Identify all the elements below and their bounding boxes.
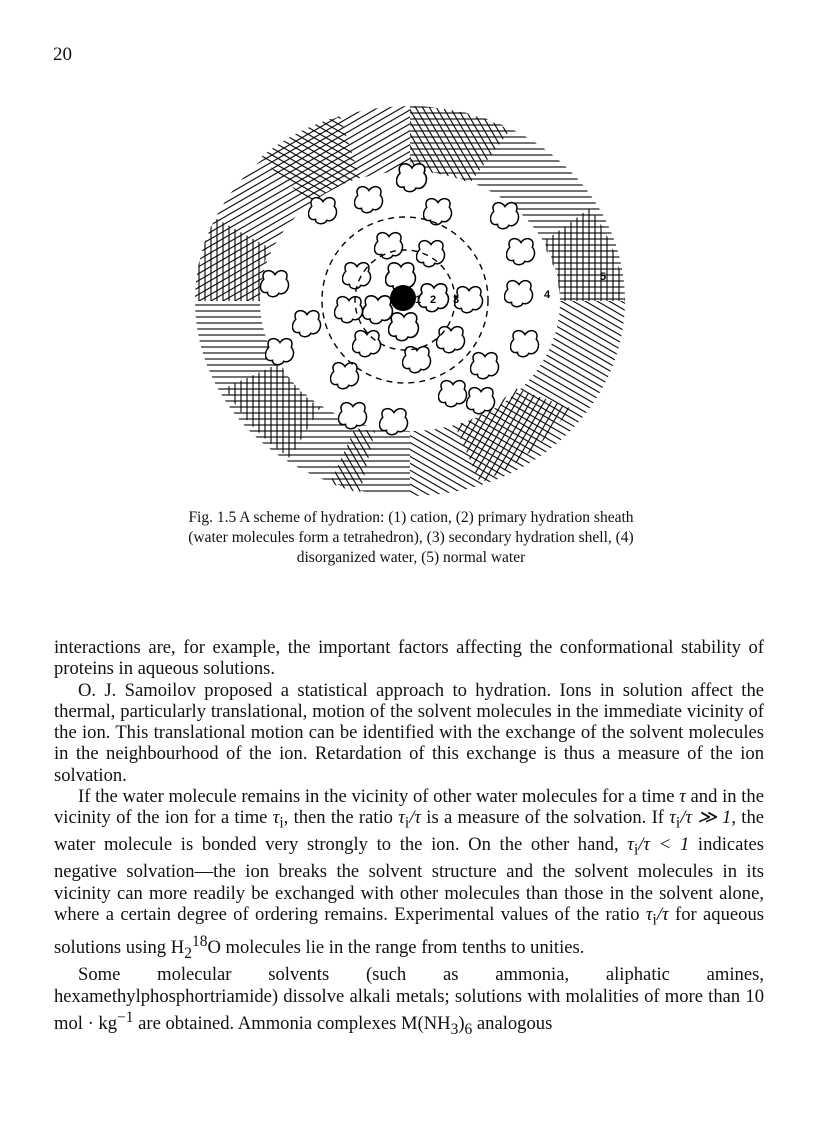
text-run: analogous [472,1013,553,1034]
subscript: 6 [464,1020,473,1038]
ratio-symbol: τ [627,834,634,856]
tau-i-symbol: τ [272,807,280,829]
subscript: i [279,815,284,833]
paragraph-1: interactions are, for example, the important factors affecting the conformational stability of proteins in aqueous solutions. [54,637,764,680]
ratio-symbol: τ [398,807,405,829]
figure-caption: Fig. 1.5 A scheme of hydration: (1) cation, (2) primary hydration sheath (water molecules form a tetrahedron), (3) secondary hydration shell, (4) disorganized water, (5) normal water [188,509,634,566]
hydration-scheme-figure [170,88,650,503]
subscript: i [652,911,657,929]
ratio-rest: /τ [656,904,669,925]
text-run: is a measure of the solvation. If [421,807,670,829]
paragraph-3 [54,786,764,964]
label-cation: 1 [415,294,422,306]
superscript: 18 [191,933,208,951]
text-run: are obtained. Ammonia complexes M(NH [133,1013,451,1034]
text-run: ) [458,1013,465,1034]
label-normal: 5 [600,271,607,283]
text-run: If the water molecule remains in the vicinity of other water molecules for a time [78,786,680,808]
text-run: , then the ratio [283,807,399,829]
body-text [54,637,764,1040]
text-run: for aqueous solutions using H [54,904,764,959]
cation [390,285,416,311]
text-run: and in the vicinity of the ion for a time [54,786,764,829]
text-run: indicates negative solvation—the ion breaks the solvent structure and the solvent molecules in its vicinity can more readily be exchanged with other molecules than those in the solvent alone, where a certain degree of ordering remains. Experimental values of the ratio [54,834,765,925]
ratio-rest: /τ < 1 [638,834,690,856]
tau-symbol: τ [679,786,686,808]
label-secondary: 3 [453,294,460,306]
superscript: −1 [117,1008,134,1026]
subscript: i [633,842,639,860]
subscript: 2 [184,944,192,962]
subscript: i [675,815,681,833]
paragraph-4 [54,964,764,1040]
text-run: , the water molecule is bonded very strongly to the ion. On the other hand, [54,807,764,856]
label-primary: 2 [430,294,437,306]
paragraph-2: O. J. Samoilov proposed a statistical approach to hydration. Ions in solution affect the thermal, particularly translational, motion of the solvent molecules in the immediate vicinity of the ion. This translational motion can be identified with the exchange of the solvent molecules in the neighbourhood of the ion. Retardation of this exchange is thus a measure of the ion solvation. [54,679,764,786]
subscript: i [404,815,410,833]
ratio-rest: /τ [409,807,422,829]
page-number: 20 [53,44,72,65]
ratio-rest: /τ ≫ 1 [680,807,732,829]
text-run: O molecules lie in the range from tenths to unities. [207,937,585,959]
text-run: Some molecular solvents (such as ammonia, aliphatic amines, hexamethylphosphortriamide) dissolve alkali metals; solutions with molalities of more than 10 mol · kg [54,964,764,1034]
ratio-symbol: τ [669,807,676,829]
label-disorganized: 4 [544,289,551,301]
ratio-symbol: τ [645,904,653,925]
subscript: 3 [450,1020,459,1038]
